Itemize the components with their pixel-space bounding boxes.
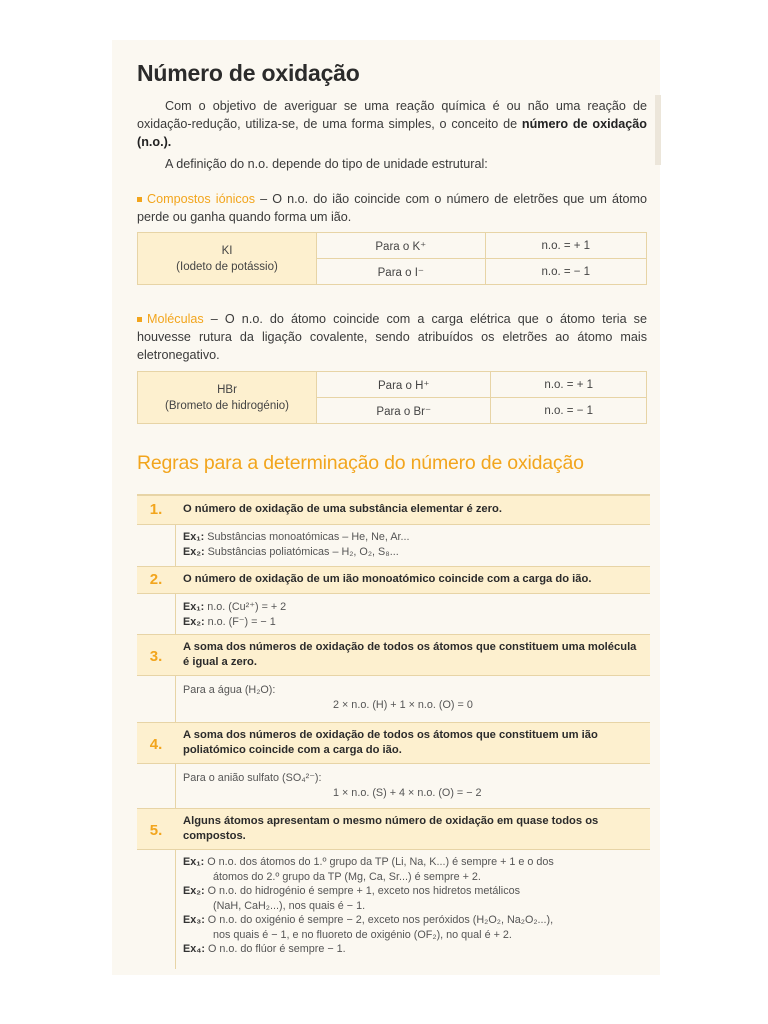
rule-1-example-2 (183, 545, 643, 560)
ionic-value-1: n.o. = + 1 (485, 233, 646, 259)
rule-2-body (183, 600, 643, 629)
molecules-paragraph (137, 310, 647, 364)
molecules-compound-name: (Brometo de hidrogénio) (164, 399, 289, 412)
example-continuation: (NaH, CaH₂...), nos quais é − 1. (213, 899, 366, 912)
rule-3-body (183, 683, 643, 712)
rule-5-example-4 (183, 942, 643, 957)
molecules-ion-2: Para o Br⁻ (317, 398, 491, 424)
example-text: Substâncias monoatómicas – He, Ne, Ar... (204, 531, 410, 543)
rule-3-title: A soma dos números de oxidação de todos os átomos que constituem uma molécula é igual a zero. (183, 641, 637, 668)
example-text: O n.o. do oxigénio é sempre − 2, exceto nos peróxidos (H₂O₂, Na₂O₂...), (204, 914, 554, 926)
example-label: Ex₂: (183, 545, 205, 558)
rule-4-equation: 1 × n.o. (S) + 4 × n.o. (O) = − 2 (333, 786, 482, 799)
ionic-compound: KI (221, 244, 233, 257)
page-title: Número de oxidação (137, 60, 360, 86)
molecules-compound: HBr (217, 383, 237, 396)
rules-heading: Regras para a determinação do número de oxidação (137, 452, 584, 474)
rules-table (137, 494, 650, 969)
example-text: n.o. (Cu²⁺) = + 2 (204, 601, 287, 613)
molecules-text: – O n.o. do átomo coincide com a carga elétrica que o átomo teria se houvesse rutura da ligação covalente, sendo atribuídos os eletrões ao átomo mais eletronegativo. (137, 312, 647, 362)
rule-1-body (183, 530, 643, 559)
molecules-value-1: n.o. = + 1 (491, 372, 647, 398)
ionic-ion-2: Para o I⁻ (317, 259, 486, 285)
ionic-label: Compostos iónicos (147, 192, 255, 206)
rule-4-number: 4. (149, 736, 163, 753)
example-label: Ex₁: (183, 856, 205, 868)
intro-bold-term: número de oxidação (n.o.). (137, 117, 647, 149)
ionic-text: – O n.o. do ião coincide com o número de eletrões que um átomo perde ou ganha quando forma um ião. (137, 192, 647, 224)
bullet-square-icon (137, 197, 142, 202)
rule-2-number: 2. (149, 571, 163, 588)
rule-5-example-2 (183, 884, 643, 913)
example-text: n.o. (F⁻) = − 1 (204, 615, 276, 628)
ionic-value-2: n.o. = − 1 (485, 259, 646, 285)
example-label: Ex₂: (183, 615, 205, 628)
rule-4-title: A soma dos números de oxidação de todos os átomos que constituem um ião poliatómico coincide com a carga do ião. (183, 729, 598, 756)
example-text: Substâncias poliatómicas – H₂, O₂, S₈... (204, 545, 399, 558)
rule-2-title: O número de oxidação de um ião monoatómico coincide com a carga do ião. (183, 573, 592, 585)
rule-5-body (183, 855, 643, 957)
margin-strip (655, 95, 661, 165)
rule-4-pre: Para o anião sulfato (SO₄²⁻): (183, 772, 322, 784)
ionic-paragraph (137, 190, 647, 226)
ionic-ion-1: Para o K⁺ (317, 233, 486, 259)
molecules-label: Moléculas (147, 312, 204, 326)
example-label: Ex₁: (183, 531, 205, 543)
rule-5-number: 5. (149, 822, 163, 839)
example-text: O n.o. do hidrogénio é sempre + 1, exceto nos hidretos metálicos (204, 885, 520, 897)
ionic-compound-name: (Iodeto de potássio) (176, 260, 278, 273)
example-label: Ex₃: (183, 914, 205, 926)
intro-paragraph (137, 97, 647, 151)
rule-5-example-1 (183, 855, 643, 884)
molecules-value-2: n.o. = − 1 (491, 398, 647, 424)
intro-definition: A definição do n.o. depende do tipo de unidade estrutural: (165, 157, 488, 171)
rule-3-number: 3. (149, 648, 163, 665)
example-label: Ex₄: (183, 943, 205, 955)
example-label: Ex₂: (183, 885, 205, 897)
rule-1-example-1 (183, 530, 643, 545)
rule-2-example-2 (183, 615, 643, 630)
example-continuation: átomos do 2.º grupo da TP (Mg, Ca, Sr...) é sempre + 2. (213, 870, 481, 883)
molecules-compound-cell (138, 372, 317, 424)
ionic-table (137, 232, 647, 285)
example-label: Ex₁: (183, 601, 205, 613)
rule-2-example-1 (183, 600, 643, 615)
molecules-ion-1: Para o H⁺ (317, 372, 491, 398)
example-continuation: nos quais é − 1, e no fluoreto de oxigénio (OF₂), no qual é + 2. (213, 928, 512, 941)
rule-5-title: Alguns átomos apresentam o mesmo número de oxidação em quase todos os compostos. (183, 815, 599, 842)
rule-4-body (183, 771, 643, 800)
rule-5-example-3 (183, 913, 643, 942)
molecules-table (137, 371, 647, 424)
bullet-square-icon (137, 317, 142, 322)
intro-text: Com o objetivo de averiguar se uma reação química é ou não uma reação de oxidação-redução, utiliza-se, de uma forma simples, o conceito de (137, 99, 647, 131)
ionic-compound-cell (138, 233, 317, 285)
rule-1-number: 1. (149, 501, 163, 518)
example-text: O n.o. dos átomos do 1.º grupo da TP (Li, Na, K...) é sempre + 1 e o dos (204, 856, 554, 868)
rule-1-title: O número de oxidação de uma substância elementar é zero. (183, 503, 502, 515)
rule-3-equation: 2 × n.o. (H) + 1 × n.o. (O) = 0 (333, 698, 473, 711)
example-text: O n.o. do flúor é sempre − 1. (204, 943, 346, 955)
rule-3-pre: Para a água (H₂O): (183, 684, 276, 696)
